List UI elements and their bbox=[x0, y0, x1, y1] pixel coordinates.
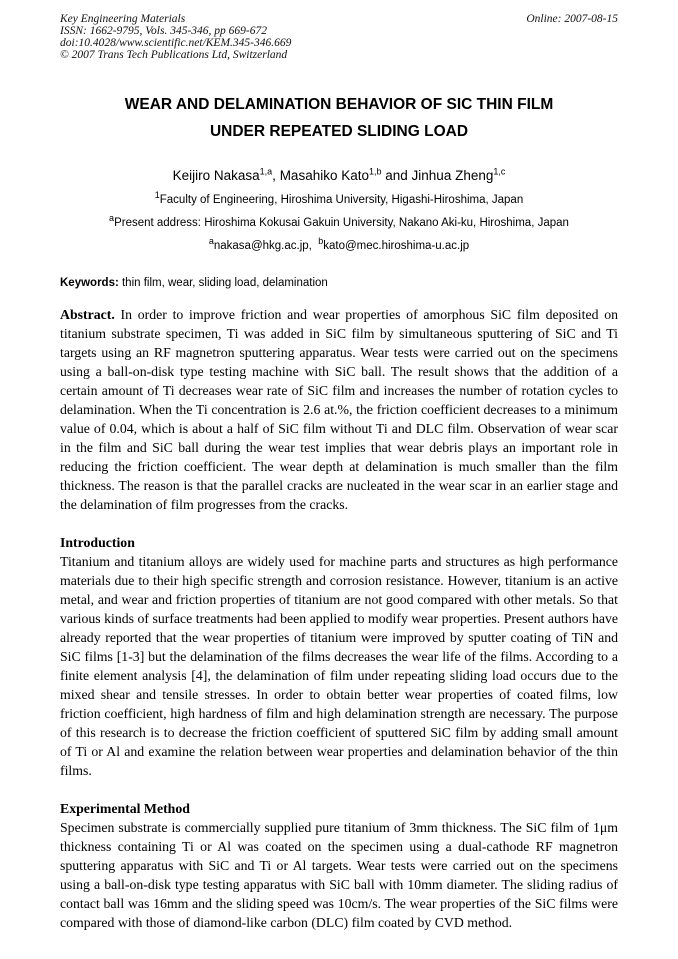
author-2 bbox=[280, 168, 412, 183]
email-2-sup: b bbox=[318, 236, 324, 247]
affiliation-2-sup: a bbox=[109, 213, 115, 224]
affiliation-1 bbox=[60, 190, 618, 206]
keywords-line bbox=[60, 277, 618, 289]
author-3-sup: 1,c bbox=[493, 166, 506, 177]
author-1-sep: , bbox=[272, 168, 280, 183]
online-date: Online: 2007-08-15 bbox=[526, 13, 618, 25]
email-2-address: kato@mec.hiroshima-u.ac.jp bbox=[323, 240, 470, 252]
journal-header bbox=[60, 13, 618, 61]
email-1-address: nakasa@hkg.ac.jp, bbox=[213, 240, 312, 252]
author-3 bbox=[412, 168, 506, 183]
paper-title bbox=[60, 91, 618, 145]
doi-line: doi:10.4028/www.scientific.net/KEM.345-346.669 bbox=[60, 37, 292, 49]
author-1-sup: 1,a bbox=[259, 166, 273, 177]
author-1 bbox=[173, 168, 280, 183]
abstract-paragraph bbox=[60, 305, 618, 514]
author-1-name: Keijiro Nakasa bbox=[172, 168, 260, 183]
section-body-experimental-method: Specimen substrate is commercially supplied pure titanium of 3mm thickness. The SiC film of 1μm thickness containing Ti or Al was coated on the specimen using a dual-cathode RF magnetron sputtering apparatus with SiC and Ti or Al targets. Wear tests were carried out on the specimens using a ball-on-disk type testing apparatus with SiC ball with 10mm diameter. The sliding radius of contact ball was 16mm and the sliding speed was 10cm/s. The wear properties of the SiC films were compared with those of diamond-like carbon (DLC) film coated by CVD method. bbox=[60, 820, 618, 930]
author-2-sep: and bbox=[381, 168, 412, 183]
section-heading-introduction: Introduction bbox=[60, 535, 135, 550]
author-line bbox=[60, 168, 618, 183]
section-body-introduction: Titanium and titanium alloys are widely used for machine parts and structures as high performance materials due to their high specific strength and corrosion resistance. However, titanium is an active metal, and wear and friction properties of titanium are not good compared with other metals. So that various kinds of surface treatments had been applied to modify wear properties. Present authors have already reported that the wear properties of titanium were improved by sputter coating of TiN and SiC films [1-3] but the delamination of the films decreases the wear life of the films. According to a finite element analysis [4], the delamination of film under repeating sliding load occurs due to the mixed shear and tensile stresses. In order to obtain better wear properties of coated films, low friction coefficient, high hardness of film and high delamination strength are necessary. The purpose of this research is to decrease the friction coefficient of sputtered SiC film by adding small amount of Ti or Al and examine the relation between wear properties and delamination behavior of the thin films. bbox=[60, 554, 618, 778]
paper-title-line2: UNDER REPEATED SLIDING LOAD bbox=[209, 123, 469, 140]
author-3-name: Jinhua Zheng bbox=[411, 168, 494, 183]
affiliation-2 bbox=[60, 213, 618, 229]
keywords-text: thin film, wear, sliding load, delamination bbox=[118, 277, 328, 289]
journal-name: Key Engineering Materials bbox=[60, 13, 186, 25]
section-heading-experimental-method: Experimental Method bbox=[60, 801, 190, 816]
affiliation-2-text: Present address: Hiroshima Kokusai Gakuin University, Nakano Aki-ku, Hiroshima, Japan bbox=[114, 217, 569, 229]
keywords-label: Keywords: bbox=[60, 277, 119, 289]
journal-header-left bbox=[60, 13, 291, 61]
email-line bbox=[60, 236, 618, 252]
copyright-line: © 2007 Trans Tech Publications Ltd, Switzerland bbox=[60, 49, 288, 61]
abstract-label: Abstract. bbox=[60, 307, 115, 322]
paper-title-line1: WEAR AND DELAMINATION BEHAVIOR OF SIC THIN FILM bbox=[124, 96, 554, 113]
author-2-sup: 1,b bbox=[369, 166, 382, 177]
email-1-sup: a bbox=[208, 236, 214, 247]
abstract-text: In order to improve friction and wear properties of amorphous SiC film deposited on titanium substrate specimen, Ti was added in SiC film by simultaneous sputtering of SiC and Ti targets using an RF magnetron sputtering apparatus. Wear tests were carried out on the specimens using a ball-on-disk type testing machine with SiC ball. The result shows that the addition of a certain amount of Ti decreases wear rate of SiC film and increases the number of rotation cycles to delamination. When the Ti concentration is 2.6 at.%, the friction coefficient decreases to a minimum value of 0.04, which is about a half of SiC film without Ti and DLC film. Observation of wear scar in the film and SiC ball during the wear test implies that wear debris plays an important role in reducing the friction coefficient. The wear depth at delamination is much smaller than the film thickness. The reason is that the parallel cracks are nucleated in the wear scar in an earlier stage and the delamination of film progresses from the cracks. bbox=[60, 307, 618, 512]
author-2-name: Masahiko Kato bbox=[279, 168, 369, 183]
issn-line: ISSN: 1662-9795, Vols. 345-346, pp 669-672 bbox=[60, 25, 267, 37]
affiliation-1-sup: 1 bbox=[154, 190, 160, 201]
affiliation-1-text: Faculty of Engineering, Hiroshima University, Higashi-Hiroshima, Japan bbox=[159, 194, 524, 206]
